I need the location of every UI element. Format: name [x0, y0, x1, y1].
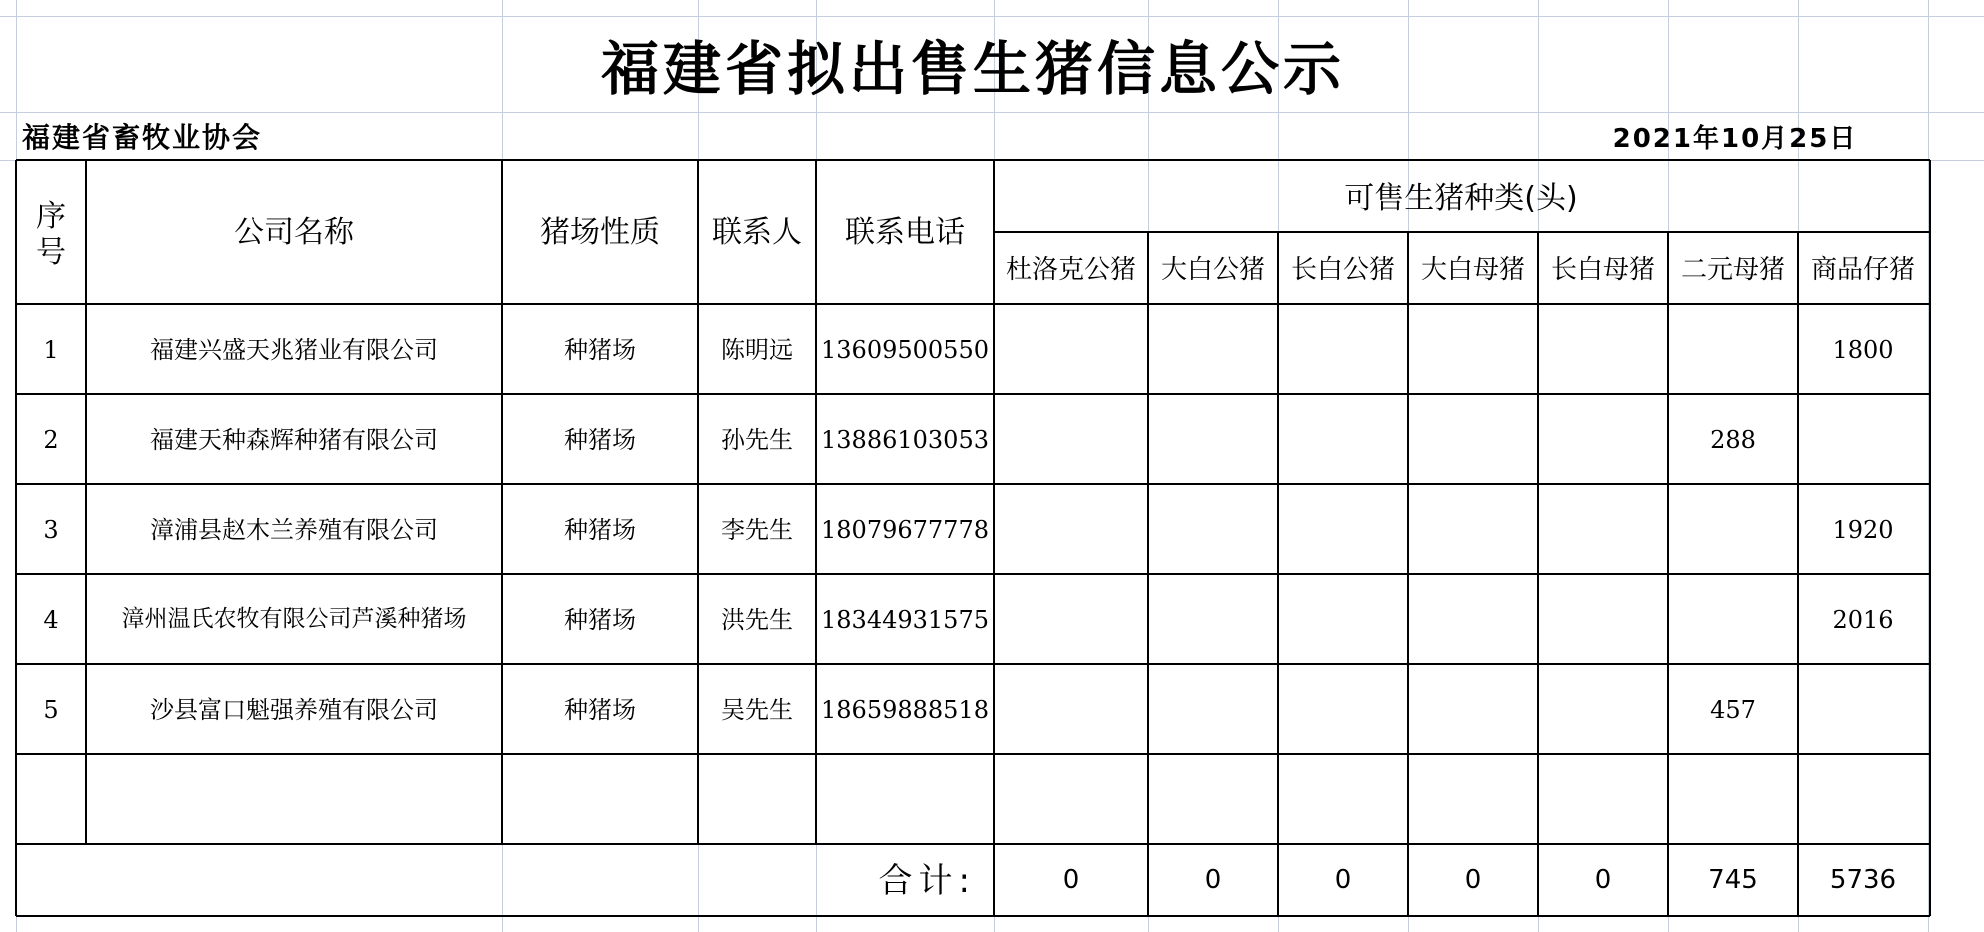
row-5-crossbred-sow: 457	[1710, 696, 1756, 724]
row-4-farm-type: 种猪场	[564, 606, 636, 634]
header-index-line2: 号	[36, 235, 66, 270]
total-crossbred-sow: 745	[1708, 865, 1758, 895]
total-commercial-piglet: 5736	[1829, 865, 1897, 895]
row-5-contact: 吴先生	[721, 696, 793, 724]
row-3-company: 漳浦县赵木兰养殖有限公司	[150, 516, 438, 544]
header-phone: 联系电话	[845, 215, 965, 250]
row-5-company: 沙县富口魁强养殖有限公司	[150, 696, 438, 724]
row-2-crossbred-sow: 288	[1710, 426, 1756, 454]
total-landrace-sow: 0	[1594, 865, 1612, 895]
publication-date: 2021年10月25日	[1612, 124, 1858, 154]
row-4-contact: 洪先生	[721, 606, 793, 634]
row-2-index: 2	[43, 426, 59, 454]
organization-name: 福建省畜牧业协会	[22, 121, 263, 154]
row-1-contact: 陈明远	[721, 336, 793, 364]
total-label: 合计:	[878, 861, 976, 901]
header-company: 公司名称	[234, 215, 354, 250]
header-type-commercial-piglet: 商品仔猪	[1810, 255, 1915, 285]
row-3-commercial-piglet: 1920	[1832, 516, 1894, 544]
row-3-index: 3	[43, 516, 59, 544]
row-1-farm-type: 种猪场	[564, 336, 636, 364]
row-5-farm-type: 种猪场	[564, 696, 636, 724]
header-farm-type: 猪场性质	[540, 215, 660, 250]
header-type-landrace-boar: 长白公猪	[1290, 255, 1395, 285]
row-1-commercial-piglet: 1800	[1832, 336, 1894, 364]
header-type-landrace-sow: 长白母猪	[1550, 255, 1655, 285]
header-type-crossbred-sow: 二元母猪	[1680, 255, 1785, 285]
header-type-large-white-sow: 大白母猪	[1420, 255, 1525, 285]
header-pig-types: 可售生猪种类(头)	[1344, 181, 1578, 216]
row-3-contact: 李先生	[721, 516, 793, 544]
header-index-line1: 序	[36, 199, 66, 234]
page-title: 福建省拟出售生猪信息公示	[600, 35, 1345, 103]
row-1-index: 1	[43, 336, 59, 364]
row-5-phone: 18659888518	[821, 696, 989, 724]
row-3-farm-type: 种猪场	[564, 516, 636, 544]
header-type-duroc-boar: 杜洛克公猪	[1005, 255, 1136, 285]
row-1-phone: 13609500550	[821, 336, 989, 364]
total-duroc-boar: 0	[1062, 865, 1080, 895]
row-5-index: 5	[43, 696, 59, 724]
header-type-large-white-boar: 大白公猪	[1160, 255, 1265, 285]
row-1-company: 福建兴盛天兆猪业有限公司	[150, 336, 438, 364]
row-2-company: 福建天种森辉种猪有限公司	[150, 426, 438, 454]
total-large-white-boar: 0	[1204, 865, 1222, 895]
row-4-index: 4	[43, 606, 59, 634]
row-4-phone: 18344931575	[821, 606, 989, 634]
row-4-company: 漳州温氏农牧有限公司芦溪种猪场	[121, 606, 467, 632]
header-contact: 联系人	[712, 215, 802, 250]
row-2-contact: 孙先生	[721, 426, 793, 454]
row-2-farm-type: 种猪场	[564, 426, 636, 454]
total-landrace-boar: 0	[1334, 865, 1352, 895]
row-3-phone: 18079677778	[821, 516, 989, 544]
row-4-commercial-piglet: 2016	[1832, 606, 1894, 634]
row-2-phone: 13886103053	[821, 426, 989, 454]
total-large-white-sow: 0	[1464, 865, 1482, 895]
